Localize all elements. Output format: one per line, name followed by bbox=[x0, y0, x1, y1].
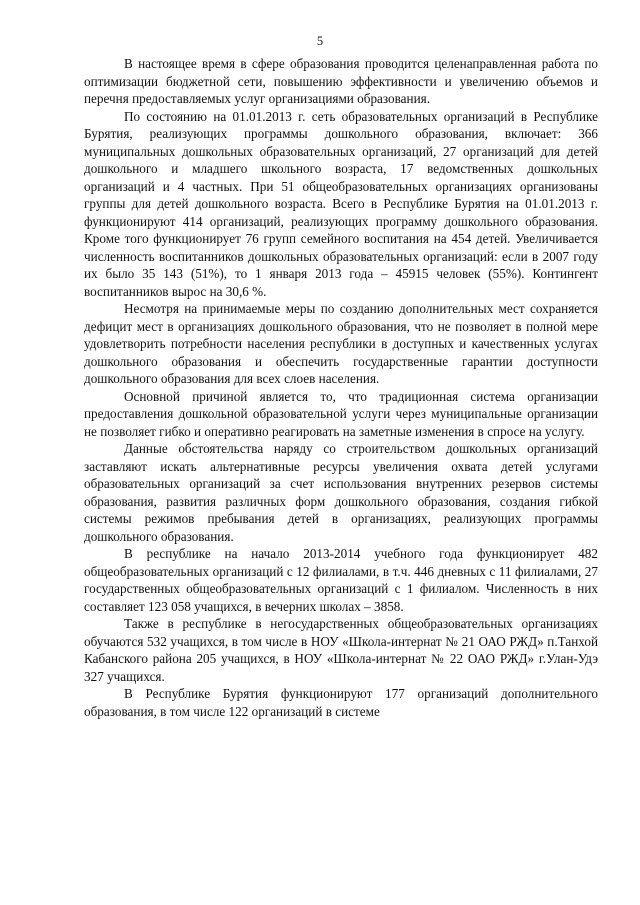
paragraph: Основной причиной является то, что традиционная система организации предоставления дошкольной образовательной услуги через муниципальные организации не позволяет гибко и оперативно реагировать на заметные изменения в спросе на услугу. bbox=[84, 388, 598, 439]
paragraph: Несмотря на принимаемые меры по созданию дополнительных мест сохраняется дефицит мест в организациях дошкольного образования, что не позволяет в полной мере удовлетворить потребности населения республики в доступных и качественных услугах дошкольного образования и обеспечить государственные гарантии доступности дошкольного образования для всех слоев населения. bbox=[84, 301, 598, 386]
paragraph: В Республике Бурятия функционируют 177 организаций дополнительного образования, в том числе 122 организаций в системе bbox=[84, 686, 598, 719]
paragraph: Также в республике в негосударственных общеобразовательных организациях обучаются 532 учащихся, в том числе в НОУ «Школа-интернат № 21 ОАО РЖД» п.Танхой Кабанского района 205 учащихся, в НОУ «Школа-интернат № 22 ОАО РЖД» г.Улан-Удэ 327 учащихся. bbox=[84, 616, 598, 684]
page-number: 5 bbox=[316, 34, 324, 48]
paragraph: По состоянию на 01.01.2013 г. сеть образовательных организаций в Республике Бурятия, реализующих программы дошкольного образования, включает: 366 муниципальных дошкольных образовательных организаций, 27 организаций для детей дошкольного и младшего школьного возраста, 17 ведомственных дошкольных организаций и 4 частных. При 51 общеобразовательных организациях организованы группы для детей дошкольного возраста. Всего в Республике Бурятия на 01.01.2013 г. функционируют 414 организаций, реализующих программу дошкольного образования. Кроме того функционирует 76 групп семейного воспитания на 454 детей. Увеличивается численность воспитанников дошкольных образовательных организаций: если в 2007 году их было 35 143 (51%), то 1 января 2013 года – 45915 человек (55%). Контингент воспитанников вырос на 30,6 %. bbox=[84, 108, 598, 299]
paragraph: В республике на начало 2013-2014 учебного года функционирует 482 общеобразовательных организаций с 12 филиалами, в т.ч. 446 дневных с 11 филиалами, 27 государственных общеобразовательных организаций с 1 филиалом. Численность в них составляет 123 058 учащихся, в вечерних школах – 3858. bbox=[84, 546, 598, 614]
paragraph: Данные обстоятельства наряду со строительством дошкольных организаций заставляют искать альтернативные ресурсы увеличения охвата детей услугами образовательных организаций за счет использования внутренних резервов системы образования, развития различных форм дошкольного образования, создания гибкой системы режимов пребывания детей в организациях, реализующих программы дошкольного образования. bbox=[84, 441, 598, 544]
paragraph: В настоящее время в сфере образования проводится целенаправленная работа по оптимизации бюджетной сети, повышению эффективности и увеличению объемов и перечня предоставляемых услуг организациями образования. bbox=[84, 56, 598, 106]
body-text bbox=[84, 55, 598, 720]
